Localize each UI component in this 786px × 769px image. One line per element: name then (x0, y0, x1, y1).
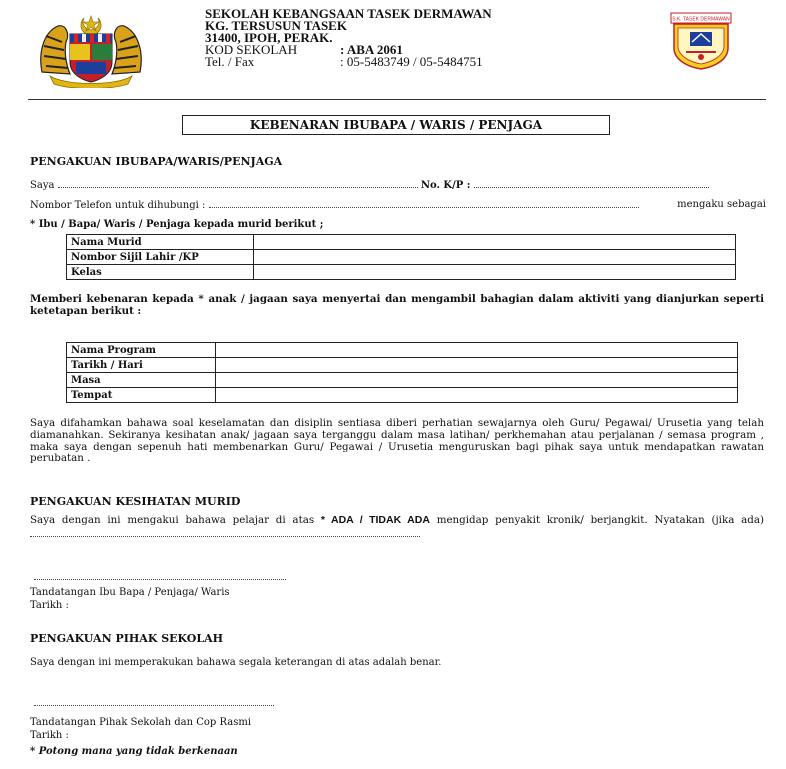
phone-row (205, 56, 645, 68)
address-line2: 31400, IPOH, PERAK. (205, 30, 333, 45)
health-text (30, 515, 764, 541)
health-details-field[interactable] (30, 527, 420, 537)
contact-phone-label: Nombor Telefon untuk dihubungi : (30, 200, 206, 211)
table-row (67, 235, 736, 250)
header-divider (28, 99, 766, 100)
parent-signature-label: Tandatangan Ibu Bapa / Penjaga/ Waris (30, 587, 230, 598)
saya-row (30, 178, 766, 192)
table-cell-label: Nama Murid (67, 235, 254, 250)
table-cell-label: Masa (67, 373, 216, 388)
health-text-before: Saya dengan ini mengakui bahawa pelajar di atas (30, 514, 315, 526)
address-line1: KG. TERSUSUN TASEK (205, 18, 347, 33)
student-birth-cert-field[interactable] (254, 250, 736, 265)
school-section-heading: PENGAKUAN PIHAK SEKOLAH (30, 632, 224, 645)
school-signature-label: Tandatangan Pihak Sekolah dan Cop Rasmi (30, 717, 252, 728)
table-row (67, 388, 738, 403)
table-cell-label: Tempat (67, 388, 216, 403)
parent-section-heading: PENGAKUAN IBUBAPA/WARIS/PENJAGA (30, 155, 283, 168)
table-row (67, 343, 738, 358)
school-signature-line[interactable] (34, 705, 274, 706)
school-date-label: Tarikh : (30, 730, 69, 741)
program-date-field[interactable] (216, 358, 738, 373)
student-table (66, 234, 736, 280)
table-row (67, 373, 738, 388)
saya-label: Saya (30, 180, 55, 191)
coat-of-arms-logo (36, 12, 146, 88)
program-name-field[interactable] (216, 343, 738, 358)
table-cell-label: Tarikh / Hari (67, 358, 216, 373)
student-name-field[interactable] (254, 235, 736, 250)
parent-signature-line[interactable] (34, 579, 286, 580)
school-code-value: : ABA 2061 (340, 42, 403, 57)
program-time-field[interactable] (216, 373, 738, 388)
phone-contact-row (30, 198, 766, 212)
relation-text: * Ibu / Bapa/ Waris / Penjaga kepada murid berikut ; (30, 219, 324, 230)
school-crest-logo (668, 12, 734, 70)
program-venue-field[interactable] (216, 388, 738, 403)
health-status-choice: * ADA / TIDAK ADA (320, 514, 430, 526)
name-field[interactable] (58, 178, 418, 188)
ic-field[interactable] (474, 178, 709, 188)
student-class-field[interactable] (254, 265, 736, 280)
school-header (205, 8, 645, 68)
crest-text: S.K. TASEK DERMAWAN (672, 16, 730, 23)
school-acknowledgement-text: Saya dengan ini memperakukan bahawa segala keterangan di atas adalah benar. (30, 657, 442, 668)
safety-text: Saya difahamkan bahawa soal keselamatan dan disiplin sentiasa diberi perhatian sewajarnya oleh Guru/ Pegawai/ Urusetia yang telah diamanahkan. Sekiranya kesihatan anak/ jagaan saya terganggu dalam masa latihan/ perkhemahan atau perjalanan / semasa program , maka saya dengan sepenuh hati membenarkan Guru/ Pegawai / Urusetia menguruskan bagi pihak saya untuk mendapatkan rawatan perubatan . (30, 417, 764, 465)
footnote: * Potong mana yang tidak berkenaan (30, 746, 238, 757)
program-table (66, 342, 738, 403)
school-code-label: KOD SEKOLAH (205, 42, 298, 57)
acknowledge-label: mengaku sebagai (677, 199, 766, 210)
table-row (67, 250, 736, 265)
table-cell-label: Kelas (67, 265, 254, 280)
school-name: SEKOLAH KEBANGSAAN TASEK DERMAWAN (205, 6, 492, 21)
phone-label: Tel. / Fax (205, 54, 255, 69)
form-title: KEBENARAN IBUBAPA / WARIS / PENJAGA (182, 115, 610, 135)
health-text-after: mengidap penyakit kronik/ berjangkit. Nyatakan (jika ada) (436, 514, 764, 526)
table-row (67, 265, 736, 280)
permission-text: Memberi kebenaran kepada * anak / jagaan saya menyertai dan mengambil bahagian dalam aktiviti yang dianjurkan seperti ketetapan berikut : (30, 293, 764, 317)
table-cell-label: Nama Program (67, 343, 216, 358)
phone-value: : 05-5483749 / 05-5484751 (340, 54, 483, 69)
parent-date-label: Tarikh : (30, 600, 69, 611)
table-cell-label: Nombor Sijil Lahir /KP (67, 250, 254, 265)
ic-label: No. K/P : (420, 180, 471, 191)
health-section-heading: PENGAKUAN KESIHATAN MURID (30, 495, 241, 508)
table-row (67, 358, 738, 373)
contact-phone-field[interactable] (209, 198, 639, 208)
